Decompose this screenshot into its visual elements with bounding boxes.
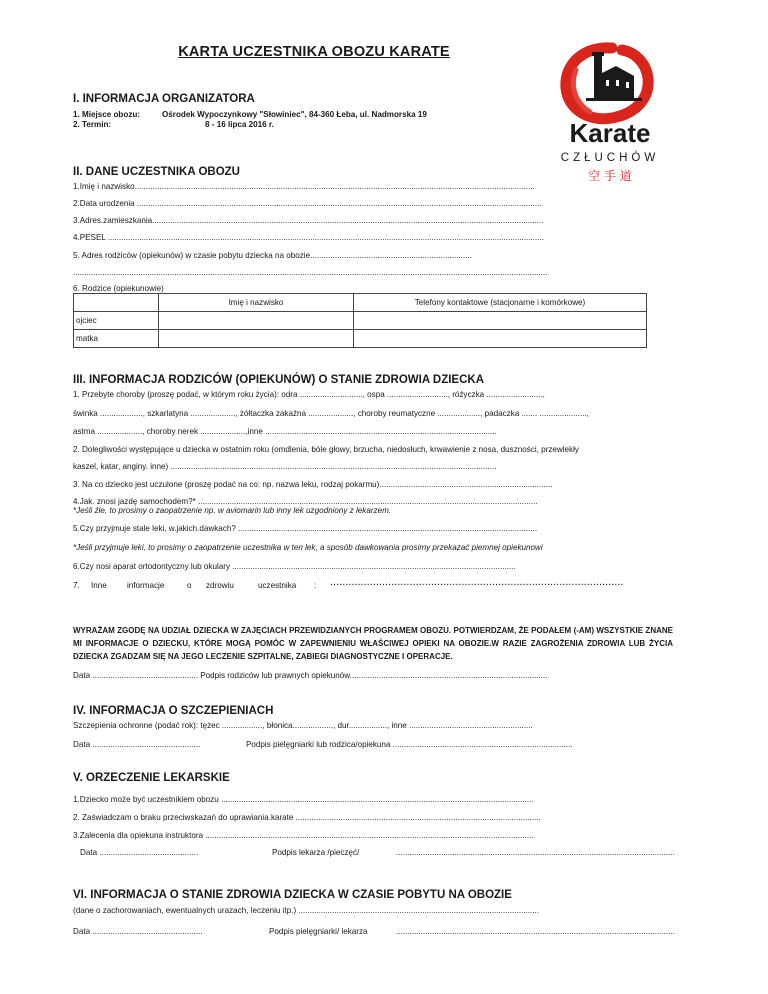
table-header-row — [74, 294, 647, 312]
section-4-heading: IV. INFORMACJA O SZCZEPIENIACH — [73, 705, 274, 717]
vacc-date-field[interactable]: Data ................................................ — [73, 740, 201, 749]
place-label: 1. Miejsce obozu: — [73, 110, 141, 119]
recommendations-field[interactable]: 3.Zalecenia dla opiekuna instruktora .................................................................................................................................................. — [73, 831, 534, 840]
parents-address-field[interactable]: 5. Adres rodziców (opiekunów) w czasie pobytu dziecka na obozie........................................................................ — [73, 251, 473, 260]
logo-kanji: 空 手 道 — [588, 169, 632, 183]
eligible-field[interactable]: 1.Dziecko może być uczestnikiem obozu ........................................................................................................................................... — [73, 795, 534, 804]
car-travel-note: *Jeśli źle, to prosimy o zaopatrzenie np. w aviomarin lub inny lek uzgodniony z lekarzem. — [73, 506, 392, 515]
table-row — [74, 312, 647, 330]
father-name-cell[interactable] — [159, 312, 354, 330]
logo-word: Karate — [569, 118, 651, 148]
parents-table — [73, 293, 647, 348]
pesel-field[interactable]: 4.PESEL .................................................................................................................................................................................................. — [73, 233, 545, 242]
mother-phone-cell[interactable] — [354, 330, 647, 348]
place-value: Ośrodek Wypoczynkowy "Słowiniec", 84-360 Łeba, ul. Nadmorska 19 — [162, 110, 427, 119]
parent-signature-line[interactable]: Data ............................................... Podpis rodziców lub prawnych opiekunów........................................................................................ — [73, 671, 548, 680]
section-3-heading: III. INFORMACJA RODZICÓW (OPIEKUNÓW) O STANIE ZDROWIA DZIECKA — [73, 374, 484, 386]
allergies-field[interactable]: 3. Na co dziecko jest uczulone (proszę podać na co: np. nazwa leku, rodzaj pokarmu)............................................................................. — [73, 480, 553, 489]
logo-city: CZŁUCHÓW — [560, 152, 660, 164]
col-name-header: Imię i nazwisko — [159, 294, 354, 312]
parents-label: 6. Rodzice (opiekunowie) — [73, 284, 164, 293]
other-info-w2: informacje — [127, 581, 165, 590]
name-field[interactable]: 1.Imię i nazwisko.................................................................................................................................................................................. — [73, 182, 535, 191]
camp-date-field[interactable]: Data ................................................. — [73, 927, 203, 936]
orthodontic-field[interactable]: 6.Czy nosi aparat ortodontyczny lub okulary .............................................................................................................................. — [73, 562, 516, 571]
nurse-doctor-signature-field[interactable]: ............................................................................................................................ — [396, 927, 675, 936]
section-5-heading: V. ORZECZENIE LEKARSKIE — [73, 772, 230, 784]
other-info-w4: zdrowiu — [206, 581, 234, 590]
other-info-num: 7. — [73, 581, 80, 590]
row-father-label: ojciec — [74, 312, 159, 330]
term-label: 2. Termin: — [73, 120, 112, 129]
birthdate-field[interactable]: 2.Data urodzenia .................................................................................................................................................................................... — [73, 199, 542, 208]
nurse-doctor-signature-label: Podpis pielęgniarki/ lekarza — [269, 927, 368, 936]
consent-statement: WYRAŻAM ZGODĘ NA UDZIAŁ DZIECKA W ZAJĘCIACH PRZEWIDZIANYCH PROGRAMEM OBOZU. POTWIERDZAM, ŻE PODAŁEM (-AM) WSZYSTKIE ZNANE MI INFORMACJE O DZIECKU, KTÓRE MOGĄ POMÓC W ZAPEWNIENIU WŁAŚCIWEJ OPIEKI NA OBOZIE.W RAZIE ZAGROŻENIA ZDROWIA LUB ŻYCIA DZIECKA ZGADZAM SIĘ NA JEGO LECZENIE SZPITALNE, ZABIEGI DIAGNOSTYCZNE I OPERACJE. — [73, 626, 673, 661]
ailments-line-2[interactable]: kaszel, katar, anginy. inne) ................................................................................................................................................. — [73, 462, 497, 471]
section-2-heading: II. DANE UCZESTNIKA OBOZU — [73, 166, 240, 178]
address-field[interactable]: 3.Adres.zamieszkania.............................................................................................................................................................................. — [73, 216, 544, 225]
section-6-heading: VI. INFORMACJA O STANIE ZDROWIA DZIECKA W CZASIE POBYTU NA OBOZIE — [73, 889, 512, 901]
father-phone-cell[interactable] — [354, 312, 647, 330]
no-contraindications-field[interactable]: 2. Zaświadczam o braku przeciwskazań do uprawiania.karate ............................................................................................................. — [73, 813, 541, 822]
term-value: 8 - 16 lipca 2016 r. — [205, 120, 274, 129]
other-info-colon: : — [314, 581, 317, 590]
section-1-heading: I. INFORMACJA ORGANIZATORA — [73, 93, 255, 105]
other-info-w3: o — [187, 581, 192, 590]
mother-name-cell[interactable] — [159, 330, 354, 348]
doctor-signature-field[interactable]: ............................................................................................................................ — [396, 848, 675, 857]
other-info-w1: Inne — [91, 581, 107, 590]
diseases-line-3[interactable]: astma ...................., choroby nerek ....................,inne ....................................................................................................... — [73, 427, 497, 436]
other-info-w5: uczestnika — [258, 581, 297, 590]
ailments-line-1: 2. Dolegliwości występujące u dziecka w ostatnim roku (omdlenia, bóle głowy, brzucha, niedosłuch, krwawienie z nosa, duszności, przewlekły — [73, 445, 579, 454]
medications-field[interactable]: 5.Czy przyjmuje stale leki, w.jakich.dawkach? ..................................................................................................................................... — [73, 524, 538, 533]
karate-club-logo — [556, 40, 664, 185]
vaccinations-field[interactable]: Szczepienia ochronne (podać rok): tężec .................., błonica.................., dur................., inne ....................................................... — [73, 721, 533, 730]
nurse-signature-field[interactable]: Podpis pielęgniarki lub rodzica/opiekuna ................................................................................ — [246, 740, 573, 749]
table-row — [74, 330, 647, 348]
row-mother-label: matka — [74, 330, 159, 348]
camp-health-field[interactable]: (dane o zachorowaniach, ewentualnych urazach, leczeniu itp.) ........................................................................................................... — [73, 906, 540, 915]
diseases-line-1[interactable]: 1. Przebyte choroby (proszę podać, w którym roku życia): odra ............................, ospa ..........................., różyczka ........................., — [73, 390, 545, 399]
diseases-line-2[interactable]: świnka ..................., szkarlatyna ...................., żółtaczka zakaźna ...................., choroby reumatyczne ..................., padaczka ....... ....................., — [73, 409, 589, 418]
page-title: KARTA UCZESTNIKA OBOZU KARATE — [178, 44, 450, 60]
doctor-signature-label: Podpis lekarza /pieczęć/ — [272, 848, 360, 857]
col-phone-header: Telefony kontaktowe (stacjonarne i komórkowe) — [354, 294, 647, 312]
doctor-date-field[interactable]: Data ............................................ — [80, 848, 199, 857]
parents-address-line2[interactable]: ................................................................................................................................................................................................................... — [73, 268, 548, 277]
other-info-field[interactable]: ................................................................................................ — [330, 576, 624, 588]
car-travel-field[interactable]: 4.Jak. znosi jazdę samochodem?* ....................................................................................................................................................... — [73, 497, 538, 506]
medications-note: *Jeśli przyjmuje leki, to prosimy o zaopatrzenie uczestnika w ten lek, a sposób dawkowania prosimy przekazać piemnej opiekunowi — [73, 543, 543, 552]
